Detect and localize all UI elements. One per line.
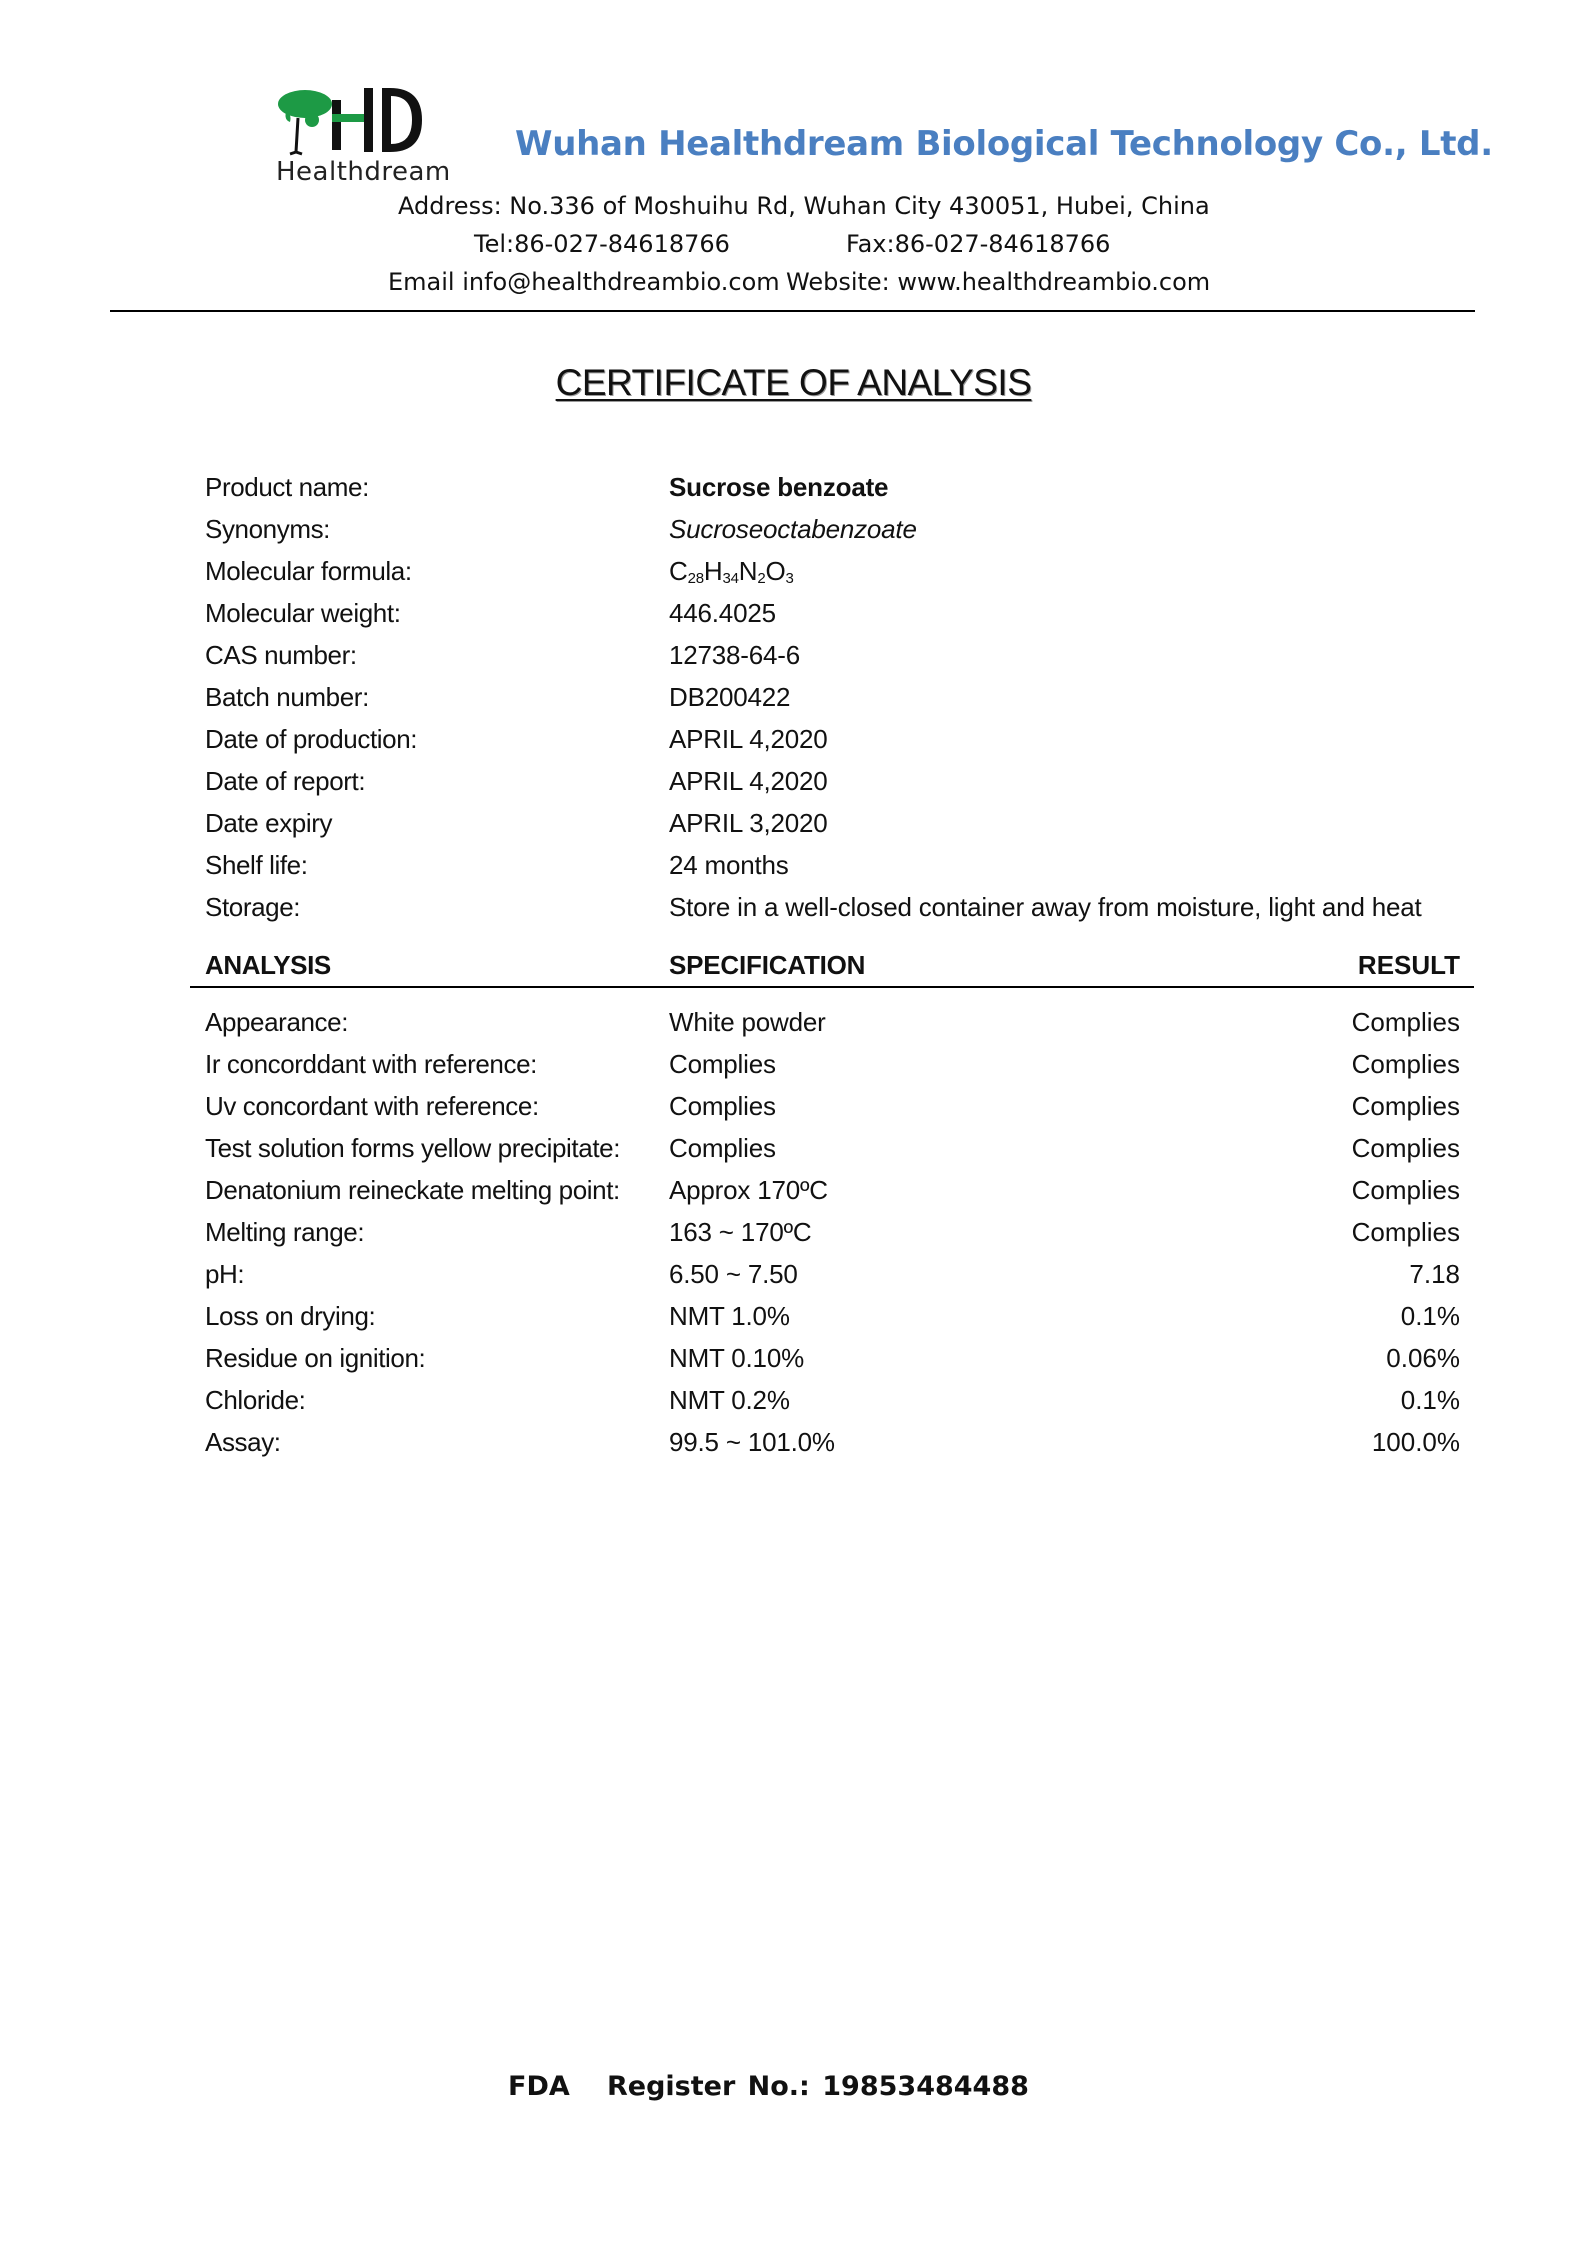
batch-number-label: Batch number:	[205, 682, 369, 712]
specification-column-header: SPECIFICATION	[669, 950, 866, 980]
table-row-test: pH:	[205, 1259, 245, 1289]
fda-label: FDA	[508, 2071, 570, 2102]
table-row-result: 0.1%	[1400, 1385, 1460, 1415]
molecular-weight-label: Molecular weight:	[205, 598, 401, 628]
table-row-result: Complies	[1351, 1133, 1460, 1163]
expiry-date-label: Date expiry	[205, 808, 333, 838]
table-row-test: Uv concordant with reference:	[205, 1091, 539, 1121]
result-column-header: RESULT	[1357, 950, 1460, 980]
table-row-spec: Complies	[669, 1091, 776, 1121]
table-row-test: Test solution forms yellow precipitate:	[205, 1133, 621, 1163]
document-title: CERTIFICATE OF ANALYSIS	[555, 362, 1032, 403]
table-row-result: 100.0%	[1371, 1427, 1460, 1457]
table-row-result: Complies	[1351, 1217, 1460, 1247]
table-row-spec: NMT 1.0%	[669, 1301, 790, 1331]
synonyms-value: Sucroseoctabenzoate	[669, 514, 917, 544]
logo-d	[382, 88, 422, 152]
production-date-value: APRIL 4,2020	[669, 724, 828, 754]
table-row-result: 0.1%	[1400, 1301, 1460, 1331]
company-address: Address: No.336 of Moshuihu Rd, Wuhan City 430051, Hubei, China	[398, 192, 1210, 220]
logo-h-right	[364, 88, 373, 152]
company-email: Email info@healthdreambio.com	[388, 268, 780, 296]
analysis-header-divider	[190, 986, 1474, 988]
analysis-column-header: ANALYSIS	[205, 950, 331, 980]
company-tel: Tel:86-027-84618766	[474, 230, 730, 258]
table-row-test: Chloride:	[205, 1385, 306, 1415]
table-row-result: Complies	[1351, 1049, 1460, 1079]
table-row-spec: 99.5 ~ 101.0%	[669, 1427, 835, 1457]
table-row-test: Denatonium reineckate melting point:	[205, 1175, 620, 1205]
expiry-date-value: APRIL 3,2020	[669, 808, 828, 838]
table-row-spec: 163 ~ 170ºC	[669, 1217, 812, 1247]
synonyms-label: Synonyms:	[205, 514, 331, 544]
logo-leaf-small	[305, 113, 319, 127]
table-row-result: Complies	[1351, 1091, 1460, 1121]
logo-trunk	[290, 118, 302, 154]
table-row-result: Complies	[1351, 1007, 1460, 1037]
table-row-test: Ir concorddant with reference:	[205, 1049, 537, 1079]
table-row-test: Appearance:	[205, 1007, 349, 1037]
product-name-label: Product name:	[205, 472, 369, 502]
production-date-label: Date of production:	[205, 724, 418, 754]
molecular-weight-value: 446.4025	[669, 598, 776, 628]
molecular-formula-value: $C_{28}H_{34}N_2O_3$	[669, 556, 794, 587]
cas-number-value: 12738-64-6	[669, 640, 800, 670]
shelf-life-value: 24 months	[669, 850, 789, 880]
storage-label: Storage:	[205, 892, 301, 922]
storage-value: Store in a well-closed container away from moisture, light and heat	[669, 892, 1422, 922]
table-row-spec: Complies	[669, 1049, 776, 1079]
cas-number-label: CAS number:	[205, 640, 357, 670]
table-row-result: 7.18	[1409, 1259, 1460, 1289]
report-date-label: Date of report:	[205, 766, 366, 796]
register-number: Register No.: 19853484488	[606, 2071, 1029, 2102]
table-row-spec: NMT 0.10%	[669, 1343, 804, 1373]
batch-number-value: DB200422	[669, 682, 791, 712]
header-divider	[110, 310, 1475, 312]
table-row-spec: Complies	[669, 1133, 776, 1163]
table-row-result: 0.06%	[1386, 1343, 1460, 1373]
fda-register-footer	[508, 2071, 1029, 2102]
company-fax: Fax:86-027-84618766	[846, 230, 1111, 258]
table-row-spec: White powder	[669, 1007, 826, 1037]
table-row-test: Assay:	[205, 1427, 281, 1457]
logo-wordmark: Healthdream	[276, 157, 451, 187]
company-name: Wuhan Healthdream Biological Technology Co., Ltd.	[515, 124, 1493, 164]
table-row-spec: Approx 170ºC	[669, 1175, 828, 1205]
product-name-value: Sucrose benzoate	[669, 472, 889, 502]
company-website: Website: www.healthdreambio.com	[786, 268, 1211, 296]
shelf-life-label: Shelf life:	[205, 850, 308, 880]
table-row-test: Residue on ignition:	[205, 1343, 426, 1373]
report-date-value: APRIL 4,2020	[669, 766, 828, 796]
table-row-test: Loss on drying:	[205, 1301, 376, 1331]
table-row-spec: NMT 0.2%	[669, 1385, 790, 1415]
table-row-result: Complies	[1351, 1175, 1460, 1205]
table-row-spec: 6.50 ~ 7.50	[669, 1259, 798, 1289]
logo-h-left	[332, 100, 341, 150]
table-row-test: Melting range:	[205, 1217, 365, 1247]
molecular-formula-label: Molecular formula:	[205, 556, 412, 586]
